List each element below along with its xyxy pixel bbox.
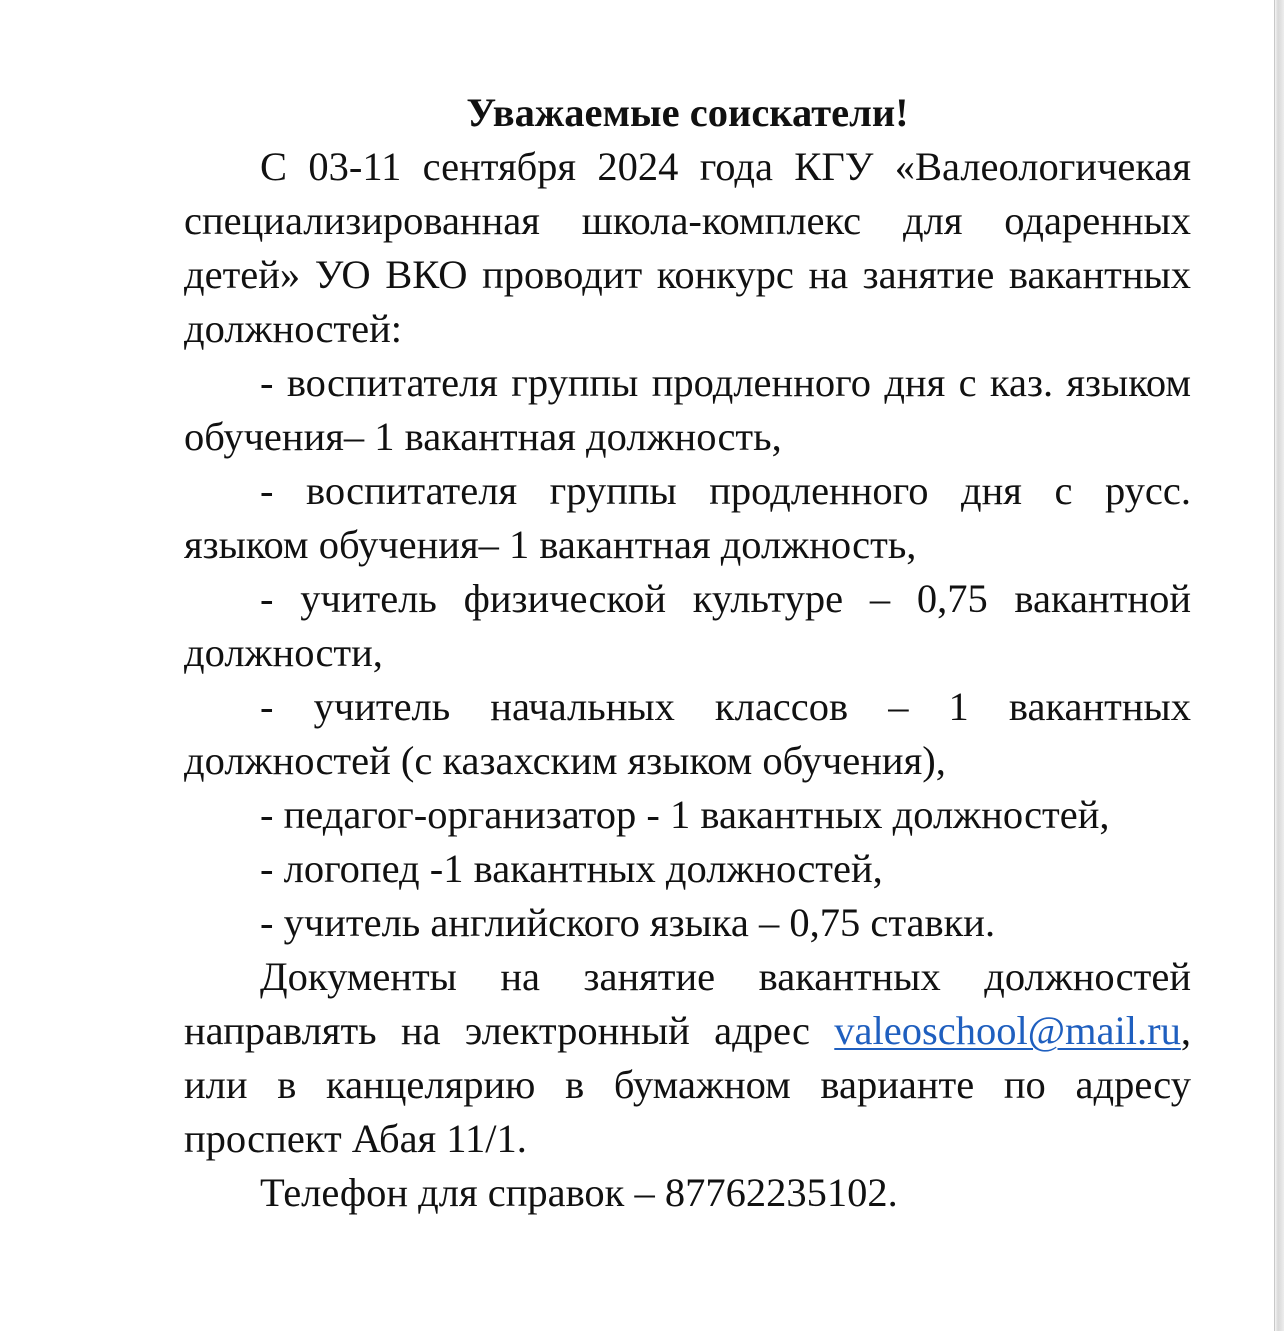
page-edge-shadow xyxy=(1274,0,1284,1331)
documents-paragraph xyxy=(184,950,1191,1166)
documents-text-after: , или в канцелярию в бумажном варианте по адресу проспект Абая 11/1. xyxy=(184,1008,1191,1161)
position-item-2: - воспитателя группы продленного дня с русс. языком обучения– 1 вакантная должность, xyxy=(184,468,1191,567)
document-title: Уважаемые соискатели! xyxy=(466,90,909,135)
page-edge-line xyxy=(1274,0,1275,1331)
position-item-5: - педагог-организатор - 1 вакантных должностей, xyxy=(260,792,1110,837)
position-item-3: - учитель физической культуре – 0,75 вакантной должности, xyxy=(184,576,1191,675)
position-item-1: - воспитателя группы продленного дня с каз. языком обучения– 1 вакантная должность, xyxy=(184,360,1191,459)
email-link[interactable]: valeoschool@mail.ru xyxy=(834,1008,1181,1053)
intro-paragraph: С 03-11 сентября 2024 года КГУ «Валеологичекая специализированная школа-комплекс для одаренных детей» УО ВКО проводит конкурс на занятие вакантных должностей: xyxy=(184,144,1191,351)
document-body xyxy=(184,86,1191,1220)
position-item-4: - учитель начальных классов – 1 вакантных должностей (с казахским языком обучения), xyxy=(184,684,1191,783)
phone-paragraph: Телефон для справок – 87762235102. xyxy=(260,1170,898,1215)
documents-text-before: Документы на занятие вакантных должностей направлять на электронный адрес xyxy=(184,954,1191,1053)
position-item-7: - учитель английского языка – 0,75 ставки. xyxy=(260,900,996,945)
position-item-6: - логопед -1 вакантных должностей, xyxy=(260,846,883,891)
